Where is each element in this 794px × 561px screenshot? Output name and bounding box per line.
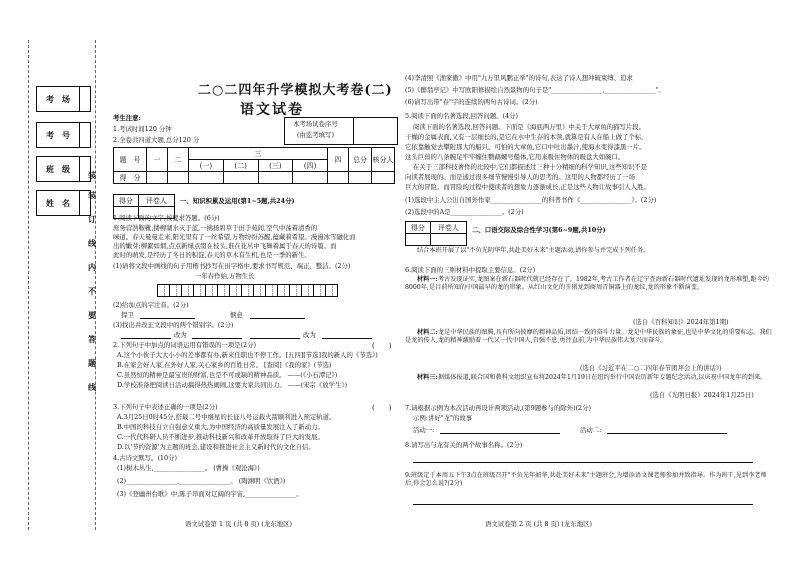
seal-mark: 线 <box>88 382 96 392</box>
grid-caption: 一年春作始,万物生长 <box>195 272 255 280</box>
option: D.以'节约资源'为主题的班会,建设和推进社会主义新时代的文化自信。 <box>117 443 315 451</box>
answer-bracket[interactable]: ( ) <box>372 404 392 412</box>
poem-line: (1)树木丛生,________________。 (曹操《观沧海》) <box>117 464 260 472</box>
poem-line: (6)请写出带"春"字的连续的两句古诗词。(2分) <box>405 98 538 106</box>
activity-2-label: 活动二: <box>580 426 602 434</box>
passage-line: 巨大的冒险。而冒险的过程中使读者的想象力逐渐成长,正是这些人物让故事引人入胜。 <box>405 183 650 191</box>
poem-line: (4)李清照《渔家傲》中用"九万里风鹏正举"的诗句,表达了诗人想冲破束缚、追求 <box>405 74 633 82</box>
binding-field-class <box>36 156 80 182</box>
score-table <box>113 147 395 184</box>
score-table-header: 核分人 <box>372 148 395 172</box>
score-table-header: 总分 <box>349 148 372 172</box>
question-5: 5.阅读下面的名著选段,回答问题。(4分) <box>405 112 519 120</box>
footer-left: 语文试卷第 1 页 (共 8 页) (龙东地区) <box>185 520 292 528</box>
subject-title: 语文试卷 <box>240 102 304 118</box>
material-source: (选自《习近平在二○二四年春节团拜会上的讲话》) <box>580 364 722 372</box>
passage-line: 干燥的金属表面,又有一层细长的,是它在水中生存的本领,就算是有人在船上做了个标, <box>405 133 644 141</box>
answer-line[interactable] <box>322 338 372 339</box>
question-1-2: (2)给加点的字注音。(2分) <box>113 301 189 309</box>
option: C.一代代科研人员不断进步,推动科技新兴和改革开放取得了巨大的发展。 <box>117 433 324 441</box>
field-label: 班 级 <box>46 164 70 174</box>
seal-mark: 装 <box>88 170 96 180</box>
seal-char: 答 <box>88 334 96 344</box>
scorer-label: 得分 <box>406 222 431 234</box>
answer-line[interactable] <box>607 433 727 434</box>
score-table-sub: (二) <box>223 160 258 172</box>
seal-char: 不 <box>88 286 96 296</box>
passage-line: 这头巨兽的八条腕足牢牢缠住鹦鹉螺号船体,它用来吸住物体的吸盘大如碗口。 <box>405 153 625 161</box>
seal-char: 订 <box>88 214 96 224</box>
scorer-box-2 <box>405 221 467 246</box>
seal-column <box>88 170 102 392</box>
score-table-sub: (四) <box>293 160 328 172</box>
scorer-label: 评卷人 <box>138 195 174 207</box>
gai-label: 改为 <box>174 331 187 339</box>
material-2: 材料二:龙是中华民族的图腾,具有所向披靡的精神品质,团结一致的奋斗力量。龙是中华民族的象征,也是中华文化的重要标志。我们是龙的传人,龙的精神激励着一代又一代中国人,自强不息,勇往直前,为中华民族伟大复兴而奋斗。 <box>405 329 772 345</box>
field-label: 考 场 <box>46 94 70 104</box>
question-5-1: (1)选段中主人公出自国外作家________________的科普书作《________________》。(2分) <box>405 196 657 204</box>
option: A.3月25日0时45分,搭载二号中继星的长征八号运载火箭顺利进入预定轨道。 <box>117 413 336 421</box>
question-1-3: (3)找出并改正文段中的两个错别字。(2分) <box>113 321 234 329</box>
activity-1-label: 活动一: <box>413 426 435 434</box>
question-1-1: (1)请将文段中画线的句子用楷书抄写在田字格中,要求书写规范、端正、整洁。(2分) <box>113 262 351 270</box>
footer-right: 语文试卷第 2 页 (共 8 页) (龙东地区) <box>485 520 592 528</box>
option: D.学校准备把阅读日活动搞得热热闹闹,这要大家共同出力。 ——(宋宗《放学生》) <box>117 381 348 389</box>
part1-title: 一、知识积累及运用(第1~5题,共24分) <box>180 197 295 205</box>
notice-heading: 考生注意: <box>113 114 141 122</box>
passage-line: 在关于三部科技著作的比较中,它们都描述过三种十分精细的科学知识,这些知识不是 <box>413 163 648 171</box>
notice-item: 1.考试时间120 分钟 <box>113 125 172 133</box>
poem-line: (3)《登幽州台歌》中,陈子昂面对辽阔的宇宙,________________。 <box>117 490 303 498</box>
scorer-label: 评卷人 <box>430 222 466 234</box>
notice-item: 2.全卷共四道大题,总分120 分 <box>113 136 200 144</box>
score-table-sub: (一) <box>189 160 224 172</box>
seat-number-box <box>284 117 398 145</box>
seat-label: 本考场试卷序号 <box>293 120 338 128</box>
question-9: 9.班级定于本周五下午3点在班级召开"不负光年韶华,共赴美好未来"主题班会,为增添语文课老师参加并致指导。作为班干,见到李老师后,你会怎么说?(2分) <box>405 472 767 488</box>
option: C.虽然恒的精神是最宝贵的财富,也是不可或缺的精神品质。 ——(《小石潭记》) <box>117 371 338 379</box>
word-2: 惬意 <box>230 311 243 319</box>
binding-line-dashed <box>28 40 29 530</box>
question-4: 4.古诗文默写。(10分) <box>113 454 177 462</box>
scorer-label: 得分 <box>114 195 139 207</box>
score-table-header: 三 <box>189 148 328 160</box>
binding-field-exam-number <box>36 122 80 148</box>
passage-line: 庶务营浩鞍靴,搂柳湖水灭于蓝,一拂扬碧草于田于苑间,空气中荡着清香的 <box>113 224 318 232</box>
material-3: 材料三:据媒体报道,联合国和教科文组织宣布将2024年1月19日在纽约举行中国农历新年专题纪念活动,以庆祝中国龙年的到来。 <box>417 374 767 381</box>
answer-bracket[interactable]: ( ) <box>372 342 392 350</box>
poem-line: (2)________________,________________。 (陶渊明《饮酒》) <box>117 477 286 485</box>
score-row-label: 得 分 <box>114 172 147 184</box>
binding-field-exam-room <box>36 86 80 112</box>
material-source: (选自《百科知识》2024年第1期) <box>633 318 729 326</box>
score-table-header: 一 <box>147 148 168 172</box>
score-table-header: 题 号 <box>114 148 147 172</box>
passage-line: 阅读下面的名著选段,回答问题。下面是《海底两万里》中关于大章鱼的描写片段。 <box>413 123 646 131</box>
material-source: (选自《光明日报》2024年1月25日) <box>650 391 754 399</box>
seal-char: 装 <box>88 190 96 200</box>
part2-title: 二、口语交际及综合性学习(第6~9题,共10分) <box>472 226 606 234</box>
question-7: 7.请根据示例为本次活动再设计两项活动,(第9题参与的除外)(2分) <box>405 404 591 412</box>
option: B.中国的科技自立自强意义重大,为中国经济的高质量发展注入了新动力。 <box>117 423 324 431</box>
binding-field-name <box>36 190 80 216</box>
activity-intro: 结合本班开展了以"不负光阴华年,共赴美好未来"主题活动,请你参与并完成下列任务。 <box>417 247 650 254</box>
poem-line: (5)《醉翁亭记》中写欧阳修描绘自然景物的句子是"________________,________________"。 <box>405 86 665 94</box>
passage-line: 它依靠触觉去攀附那大的船只。可怕的大章鱼,它口中吐出墨汁,使海水变得漆黑一片。 <box>405 143 646 151</box>
option: A.这个小伙子大大小小的差事都有办,新来任职也不停工作。[五四][节选]我的新人的《节选》) <box>117 351 378 359</box>
option: B.在家会好人家,在外好人家,关心家乡的百姓日常。 [查阅]《我的家》(节选) <box>117 361 332 369</box>
score-table-header: 四 <box>328 148 349 172</box>
seat-label-note: (由监考填写) <box>297 131 334 139</box>
field-label: 考 号 <box>46 130 70 140</box>
word-1: 捍卫 <box>121 311 134 319</box>
answer-line[interactable] <box>250 318 305 319</box>
question-7-example: 示例:讲好"龙"的故事 <box>413 414 473 422</box>
seal-char: 要 <box>88 310 96 320</box>
seal-char: 内 <box>88 262 96 272</box>
passage-line: 味道。春天曼曼走来,阳光里有了一丝希望,万物纷纷苏醒,蕴藏着希望。漫漫冰雪融化而 <box>113 233 356 241</box>
seal-char: 题 <box>88 358 96 368</box>
question-1: 1.阅读下面的文字,按要求答题。(6分) <box>113 214 220 222</box>
score-table-sub: (三) <box>258 160 293 172</box>
passage-line: 此时的萌发,是经历了冬日的积淀,春天的草木有生机,也是一季的新生。 <box>113 251 311 259</box>
answer-line[interactable] <box>140 318 195 319</box>
writing-grid[interactable] <box>157 282 337 301</box>
answer-line[interactable] <box>192 338 242 339</box>
passage-line: 出的嫩芽;柳絮如烟,点点新绿点缀在枝头,谁在花丛中飞舞着属于春天的诗篇。而 <box>113 242 337 250</box>
passage-line: 向读者展现的。而是通过很多细节慢慢引导人的思考的。这里的人物都经历了一场 <box>405 173 636 181</box>
answer-line[interactable] <box>250 338 300 339</box>
question-6: 6.阅读下面的三则材料中提取主要信息。(2分) <box>405 266 536 274</box>
answer-line[interactable] <box>413 462 753 463</box>
question-3: 3.下列句子中表述正确的一项是(2分) <box>113 403 218 411</box>
question-8: 8.请写出与龙有关的两个故事名称。(2分) <box>405 441 523 449</box>
question-5-2: (2)选段中的A是________________。(2分) <box>405 208 524 216</box>
score-table-header: 二 <box>168 148 189 172</box>
field-label: 姓 名 <box>46 198 70 208</box>
answer-line[interactable] <box>440 433 560 434</box>
material-1: 材料一:考古发现证实,龙图案在新石器时代就已经存在了。1982年,考古工作者在辽宁查海新石器时代遗址发现的龙形堆塑,距今约8000年,是目前所知的中国最早的龙的形象。从红山文化的玉猪龙到商周青铜器上的龙纹,龙的形象不断演变。 <box>405 276 769 292</box>
answer-line[interactable] <box>413 504 753 505</box>
gai-label: 改为 <box>303 331 316 339</box>
question-2: 2.下列句子中加点的词语运用有错误的一项是(2分) <box>113 341 256 349</box>
exam-title: 二○二四年升学模拟大考卷(二) <box>198 83 393 98</box>
answer-line[interactable] <box>121 338 171 339</box>
seal-char: 线 <box>88 238 96 248</box>
